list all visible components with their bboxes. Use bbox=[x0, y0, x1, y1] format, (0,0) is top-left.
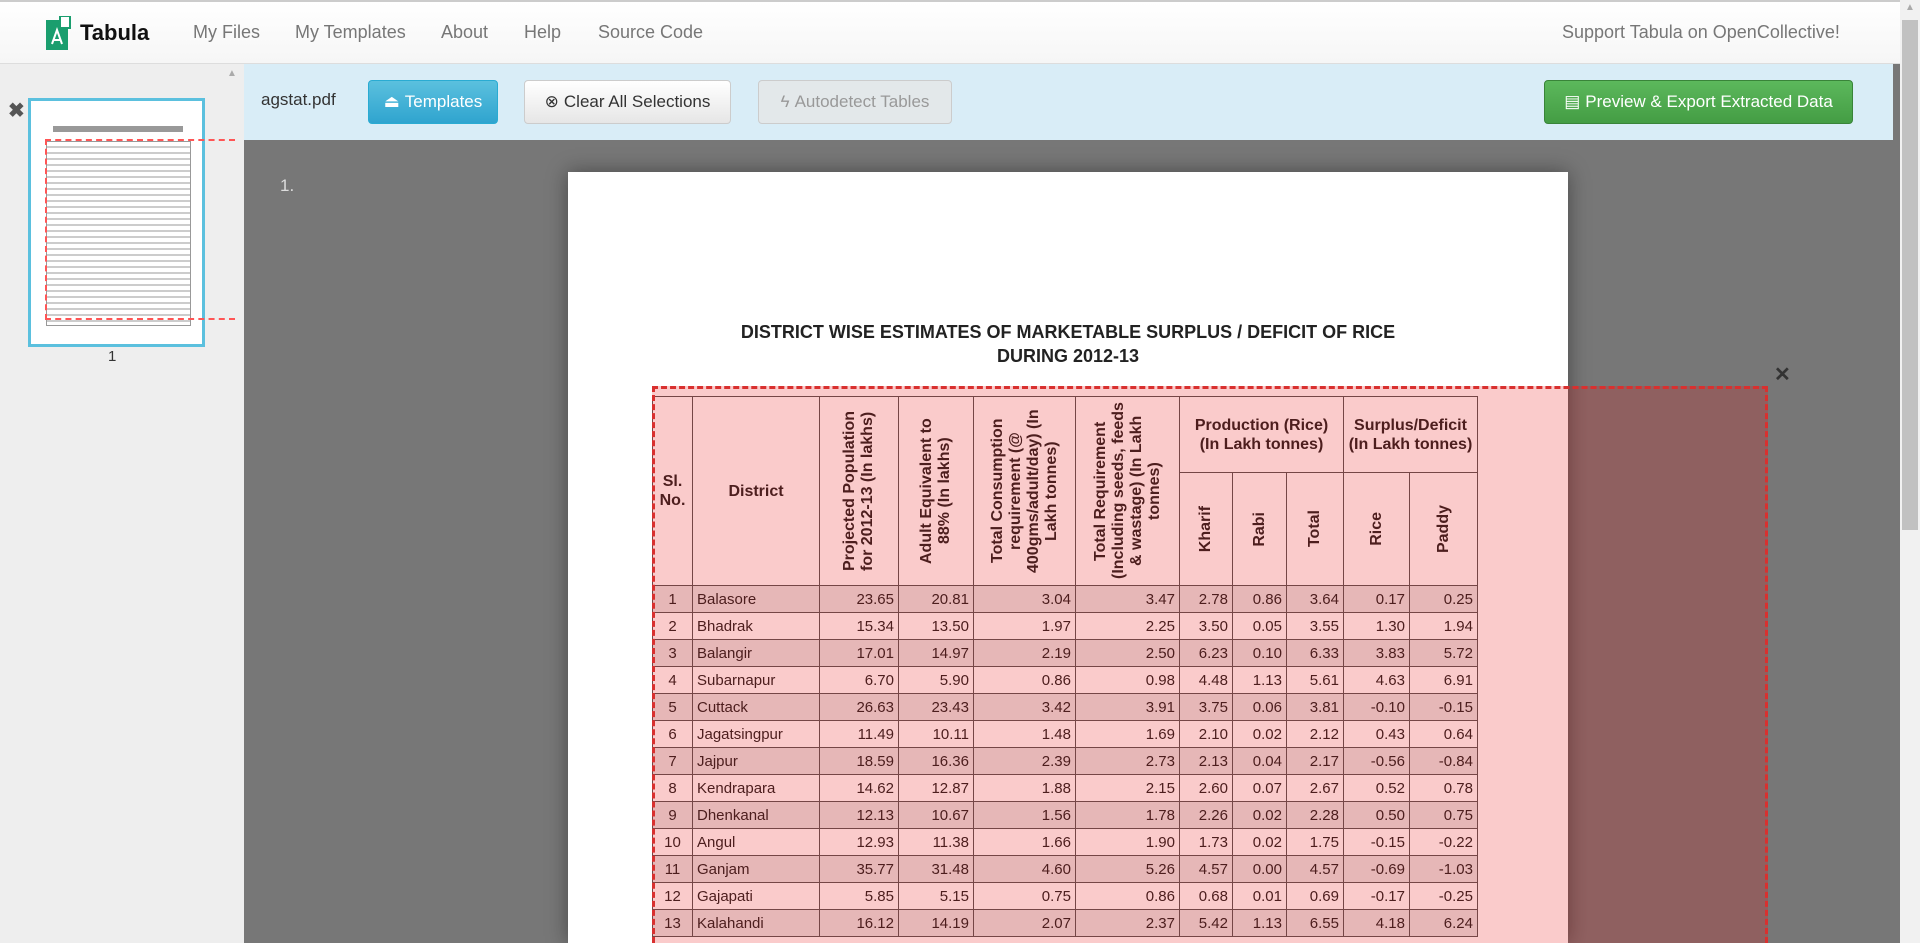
cell-value: 2.67 bbox=[1287, 775, 1344, 802]
brand-name: Tabula bbox=[80, 20, 150, 45]
cell-sl-no: 1 bbox=[653, 586, 693, 613]
page-number-label: 1. bbox=[280, 176, 295, 195]
cell-value: 11.38 bbox=[899, 829, 974, 856]
cell-value: 3.47 bbox=[1076, 586, 1180, 613]
cell-value: 1.66 bbox=[974, 829, 1076, 856]
header-paddy: Paddy bbox=[1410, 473, 1478, 586]
header-district: District bbox=[693, 397, 820, 586]
cell-sl-no: 3 bbox=[653, 640, 693, 667]
cell-value: 4.57 bbox=[1180, 856, 1233, 883]
scroll-up-icon[interactable]: ▲ bbox=[1905, 2, 1915, 13]
cell-district: Subarnapur bbox=[693, 667, 820, 694]
cell-value: 14.62 bbox=[820, 775, 899, 802]
cell-value: 6.70 bbox=[820, 667, 899, 694]
cell-value: -0.22 bbox=[1410, 829, 1478, 856]
brand[interactable] bbox=[46, 16, 149, 50]
templates-icon: ⏏ bbox=[383, 92, 400, 111]
page-thumbnail[interactable] bbox=[28, 98, 205, 347]
cell-value: 31.48 bbox=[899, 856, 974, 883]
cell-value: 1.69 bbox=[1076, 721, 1180, 748]
cell-value: 4.48 bbox=[1180, 667, 1233, 694]
cell-value: 0.04 bbox=[1233, 748, 1287, 775]
cell-district: Kendrapara bbox=[693, 775, 820, 802]
cell-value: 0.05 bbox=[1233, 613, 1287, 640]
templates-button[interactable] bbox=[368, 80, 498, 124]
autodetect-label: Autodetect Tables bbox=[794, 92, 930, 111]
cell-value: 20.81 bbox=[899, 586, 974, 613]
cell-value: 0.52 bbox=[1344, 775, 1410, 802]
cell-value: 2.73 bbox=[1076, 748, 1180, 775]
document-viewer bbox=[244, 140, 1893, 943]
sidebar-scroll-up-icon[interactable]: ▲ bbox=[227, 68, 237, 79]
cell-value: -0.15 bbox=[1344, 829, 1410, 856]
cell-value: 1.94 bbox=[1410, 613, 1478, 640]
cell-value: 3.55 bbox=[1287, 613, 1344, 640]
cell-value: 6.23 bbox=[1180, 640, 1233, 667]
cell-value: 3.81 bbox=[1287, 694, 1344, 721]
cell-value: 1.13 bbox=[1233, 910, 1287, 937]
cell-value: 23.43 bbox=[899, 694, 974, 721]
header-population: Projected Population for 2012-13 (In lakhs) bbox=[820, 397, 899, 586]
cell-value: 0.75 bbox=[1410, 802, 1478, 829]
cell-value: 4.18 bbox=[1344, 910, 1410, 937]
cell-value: 0.25 bbox=[1410, 586, 1478, 613]
cell-sl-no: 6 bbox=[653, 721, 693, 748]
filename: agstat.pdf bbox=[261, 90, 336, 109]
cell-value: 1.13 bbox=[1233, 667, 1287, 694]
cell-value: 6.91 bbox=[1410, 667, 1478, 694]
cell-value: 2.13 bbox=[1180, 748, 1233, 775]
cell-district: Gajapati bbox=[693, 883, 820, 910]
cell-value: 3.42 bbox=[974, 694, 1076, 721]
navbar bbox=[0, 0, 1900, 64]
cell-value: 1.48 bbox=[974, 721, 1076, 748]
cell-value: 0.50 bbox=[1344, 802, 1410, 829]
cell-district: Dhenkanal bbox=[693, 802, 820, 829]
cell-value: 0.98 bbox=[1076, 667, 1180, 694]
cell-sl-no: 11 bbox=[653, 856, 693, 883]
lightning-icon: ϟ bbox=[780, 92, 790, 111]
cell-value: 12.87 bbox=[899, 775, 974, 802]
cell-value: 3.64 bbox=[1287, 586, 1344, 613]
cell-value: 0.86 bbox=[974, 667, 1076, 694]
cell-value: -1.03 bbox=[1410, 856, 1478, 883]
cell-value: 13.50 bbox=[899, 613, 974, 640]
cell-value: 0.17 bbox=[1344, 586, 1410, 613]
cell-value: 1.78 bbox=[1076, 802, 1180, 829]
cell-value: 0.10 bbox=[1233, 640, 1287, 667]
nav-help[interactable]: Help bbox=[524, 22, 562, 42]
clear-circle-x-icon: ⊗ bbox=[544, 92, 559, 111]
cell-value: 0.43 bbox=[1344, 721, 1410, 748]
cell-value: 5.72 bbox=[1410, 640, 1478, 667]
nav-support-link[interactable]: Support Tabula on OpenCollective! bbox=[1562, 22, 1840, 42]
thumb-selection bbox=[45, 139, 235, 320]
cell-value: 2.28 bbox=[1287, 802, 1344, 829]
cell-value: 12.93 bbox=[820, 829, 899, 856]
cell-value: 0.86 bbox=[1233, 586, 1287, 613]
header-kharif: Kharif bbox=[1180, 473, 1233, 586]
cell-value: 0.02 bbox=[1233, 802, 1287, 829]
page-scrollbar[interactable] bbox=[1900, 0, 1920, 943]
cell-value: 5.90 bbox=[899, 667, 974, 694]
cell-value: 0.86 bbox=[1076, 883, 1180, 910]
cell-value: 1.56 bbox=[974, 802, 1076, 829]
cell-value: 5.42 bbox=[1180, 910, 1233, 937]
thumb-title-line bbox=[53, 126, 183, 132]
cell-value: 0.06 bbox=[1233, 694, 1287, 721]
title-line-2: DURING 2012-13 bbox=[996, 346, 1140, 366]
cell-value: 2.07 bbox=[974, 910, 1076, 937]
cell-value: 16.12 bbox=[820, 910, 899, 937]
title-line-1: DISTRICT WISE ESTIMATES OF MARKETABLE SURPLUS / DEFICIT OF RICE bbox=[740, 322, 1396, 342]
cell-value: 2.78 bbox=[1180, 586, 1233, 613]
cell-sl-no: 10 bbox=[653, 829, 693, 856]
cell-sl-no: 9 bbox=[653, 802, 693, 829]
cell-value: 0.69 bbox=[1287, 883, 1344, 910]
cell-value: 0.02 bbox=[1233, 829, 1287, 856]
cell-value: 6.24 bbox=[1410, 910, 1478, 937]
cell-sl-no: 4 bbox=[653, 667, 693, 694]
cell-value: 2.12 bbox=[1287, 721, 1344, 748]
cell-value: 5.85 bbox=[820, 883, 899, 910]
cell-district: Kalahandi bbox=[693, 910, 820, 937]
cell-sl-no: 8 bbox=[653, 775, 693, 802]
cell-value: 16.36 bbox=[899, 748, 974, 775]
cell-value: 2.15 bbox=[1076, 775, 1180, 802]
header-adult-equivalent: Adult Equivalent to 88% (In lakhs) bbox=[899, 397, 974, 586]
cell-value: 2.19 bbox=[974, 640, 1076, 667]
nav-source-code[interactable]: Source Code bbox=[598, 22, 704, 42]
cell-value: 3.04 bbox=[974, 586, 1076, 613]
header-requirement: Total Requirement (Including seeds, feeds & wastage) (In Lakh tonnes) bbox=[1076, 397, 1180, 586]
cell-value: 18.59 bbox=[820, 748, 899, 775]
cell-value: -0.25 bbox=[1410, 883, 1478, 910]
cell-value: 3.75 bbox=[1180, 694, 1233, 721]
cell-value: 0.02 bbox=[1233, 721, 1287, 748]
cell-value: 3.91 bbox=[1076, 694, 1180, 721]
cell-value: 10.67 bbox=[899, 802, 974, 829]
clear-all-selections-button[interactable] bbox=[524, 80, 731, 124]
cell-sl-no: 7 bbox=[653, 748, 693, 775]
cell-sl-no: 13 bbox=[653, 910, 693, 937]
cell-value: 2.25 bbox=[1076, 613, 1180, 640]
table-selection-region[interactable] bbox=[652, 386, 1768, 943]
cell-value: 17.01 bbox=[820, 640, 899, 667]
cell-value: 1.73 bbox=[1180, 829, 1233, 856]
thumbnail-page-number: 1 bbox=[108, 348, 117, 365]
cell-value: -0.10 bbox=[1344, 694, 1410, 721]
remove-page-close-icon[interactable]: ✖ bbox=[8, 100, 25, 122]
cell-district: Balangir bbox=[693, 640, 820, 667]
cell-value: 3.50 bbox=[1180, 613, 1233, 640]
cell-district: Bhadrak bbox=[693, 613, 820, 640]
cell-value: 23.65 bbox=[820, 586, 899, 613]
cell-value: 0.64 bbox=[1410, 721, 1478, 748]
cell-district: Balasore bbox=[693, 586, 820, 613]
selection-close-icon[interactable]: ✕ bbox=[1774, 364, 1791, 386]
cell-value: 2.17 bbox=[1287, 748, 1344, 775]
header-total: Total bbox=[1287, 473, 1344, 586]
cell-value: 0.00 bbox=[1233, 856, 1287, 883]
templates-label: Templates bbox=[404, 92, 483, 111]
nav-my-files[interactable]: My Files bbox=[193, 22, 260, 42]
cell-value: 5.15 bbox=[899, 883, 974, 910]
header-rabi: Rabi bbox=[1233, 473, 1287, 586]
cell-value: 1.97 bbox=[974, 613, 1076, 640]
cell-district: Jajpur bbox=[693, 748, 820, 775]
header-surplus-deficit: Surplus/Deficit (In Lakh tonnes) bbox=[1344, 397, 1478, 473]
cell-value: 4.57 bbox=[1287, 856, 1344, 883]
cell-value: 14.97 bbox=[899, 640, 974, 667]
cell-value: 0.78 bbox=[1410, 775, 1478, 802]
cell-value: 2.10 bbox=[1180, 721, 1233, 748]
cell-value: 3.83 bbox=[1344, 640, 1410, 667]
cell-value: -0.69 bbox=[1344, 856, 1410, 883]
page-title bbox=[568, 320, 1568, 368]
cell-value: 1.30 bbox=[1344, 613, 1410, 640]
tabula-logo-icon bbox=[46, 16, 72, 50]
cell-value: 35.77 bbox=[820, 856, 899, 883]
cell-value: -0.17 bbox=[1344, 883, 1410, 910]
cell-value: 0.75 bbox=[974, 883, 1076, 910]
cell-value: 2.26 bbox=[1180, 802, 1233, 829]
cell-value: 26.63 bbox=[820, 694, 899, 721]
cell-sl-no: 2 bbox=[653, 613, 693, 640]
cell-value: 4.60 bbox=[974, 856, 1076, 883]
header-sl-no: Sl. No. bbox=[653, 397, 693, 586]
cell-value: -0.84 bbox=[1410, 748, 1478, 775]
nav-about[interactable]: About bbox=[441, 22, 489, 42]
preview-export-button[interactable] bbox=[1544, 80, 1853, 124]
cell-value: 10.11 bbox=[899, 721, 974, 748]
cell-value: 11.49 bbox=[820, 721, 899, 748]
cell-value: 1.75 bbox=[1287, 829, 1344, 856]
cell-value: 2.39 bbox=[974, 748, 1076, 775]
cell-value: 15.34 bbox=[820, 613, 899, 640]
cell-value: 14.19 bbox=[899, 910, 974, 937]
cell-value: -0.15 bbox=[1410, 694, 1478, 721]
cell-value: 2.50 bbox=[1076, 640, 1180, 667]
cell-value: 5.61 bbox=[1287, 667, 1344, 694]
header-consumption: Total Consumption requirement (@ 400gms/adult/day) (In Lakh tonnes) bbox=[974, 397, 1076, 586]
cell-sl-no: 12 bbox=[653, 883, 693, 910]
cell-value: 6.33 bbox=[1287, 640, 1344, 667]
cell-value: -0.56 bbox=[1344, 748, 1410, 775]
cell-value: 12.13 bbox=[820, 802, 899, 829]
export-label: Preview & Export Extracted Data bbox=[1585, 92, 1833, 111]
cell-value: 0.07 bbox=[1233, 775, 1287, 802]
cell-sl-no: 5 bbox=[653, 694, 693, 721]
toolbar bbox=[244, 64, 1893, 140]
cell-value: 2.60 bbox=[1180, 775, 1233, 802]
header-production: Production (Rice) (In Lakh tonnes) bbox=[1180, 397, 1344, 473]
cell-value: 6.55 bbox=[1287, 910, 1344, 937]
cell-district: Cuttack bbox=[693, 694, 820, 721]
cell-value: 4.63 bbox=[1344, 667, 1410, 694]
cell-value: 0.01 bbox=[1233, 883, 1287, 910]
scrollbar-thumb[interactable] bbox=[1902, 20, 1918, 530]
cell-district: Jagatsingpur bbox=[693, 721, 820, 748]
autodetect-tables-button[interactable] bbox=[758, 80, 952, 124]
cell-value: 1.88 bbox=[974, 775, 1076, 802]
header-rice: Rice bbox=[1344, 473, 1410, 586]
cell-district: Ganjam bbox=[693, 856, 820, 883]
list-icon: ▤ bbox=[1564, 92, 1581, 111]
clear-label: Clear All Selections bbox=[563, 92, 711, 111]
cell-value: 5.26 bbox=[1076, 856, 1180, 883]
cell-value: 0.68 bbox=[1180, 883, 1233, 910]
cell-value: 2.37 bbox=[1076, 910, 1180, 937]
nav-my-templates[interactable]: My Templates bbox=[295, 22, 406, 42]
cell-value: 1.90 bbox=[1076, 829, 1180, 856]
cell-district: Angul bbox=[693, 829, 820, 856]
